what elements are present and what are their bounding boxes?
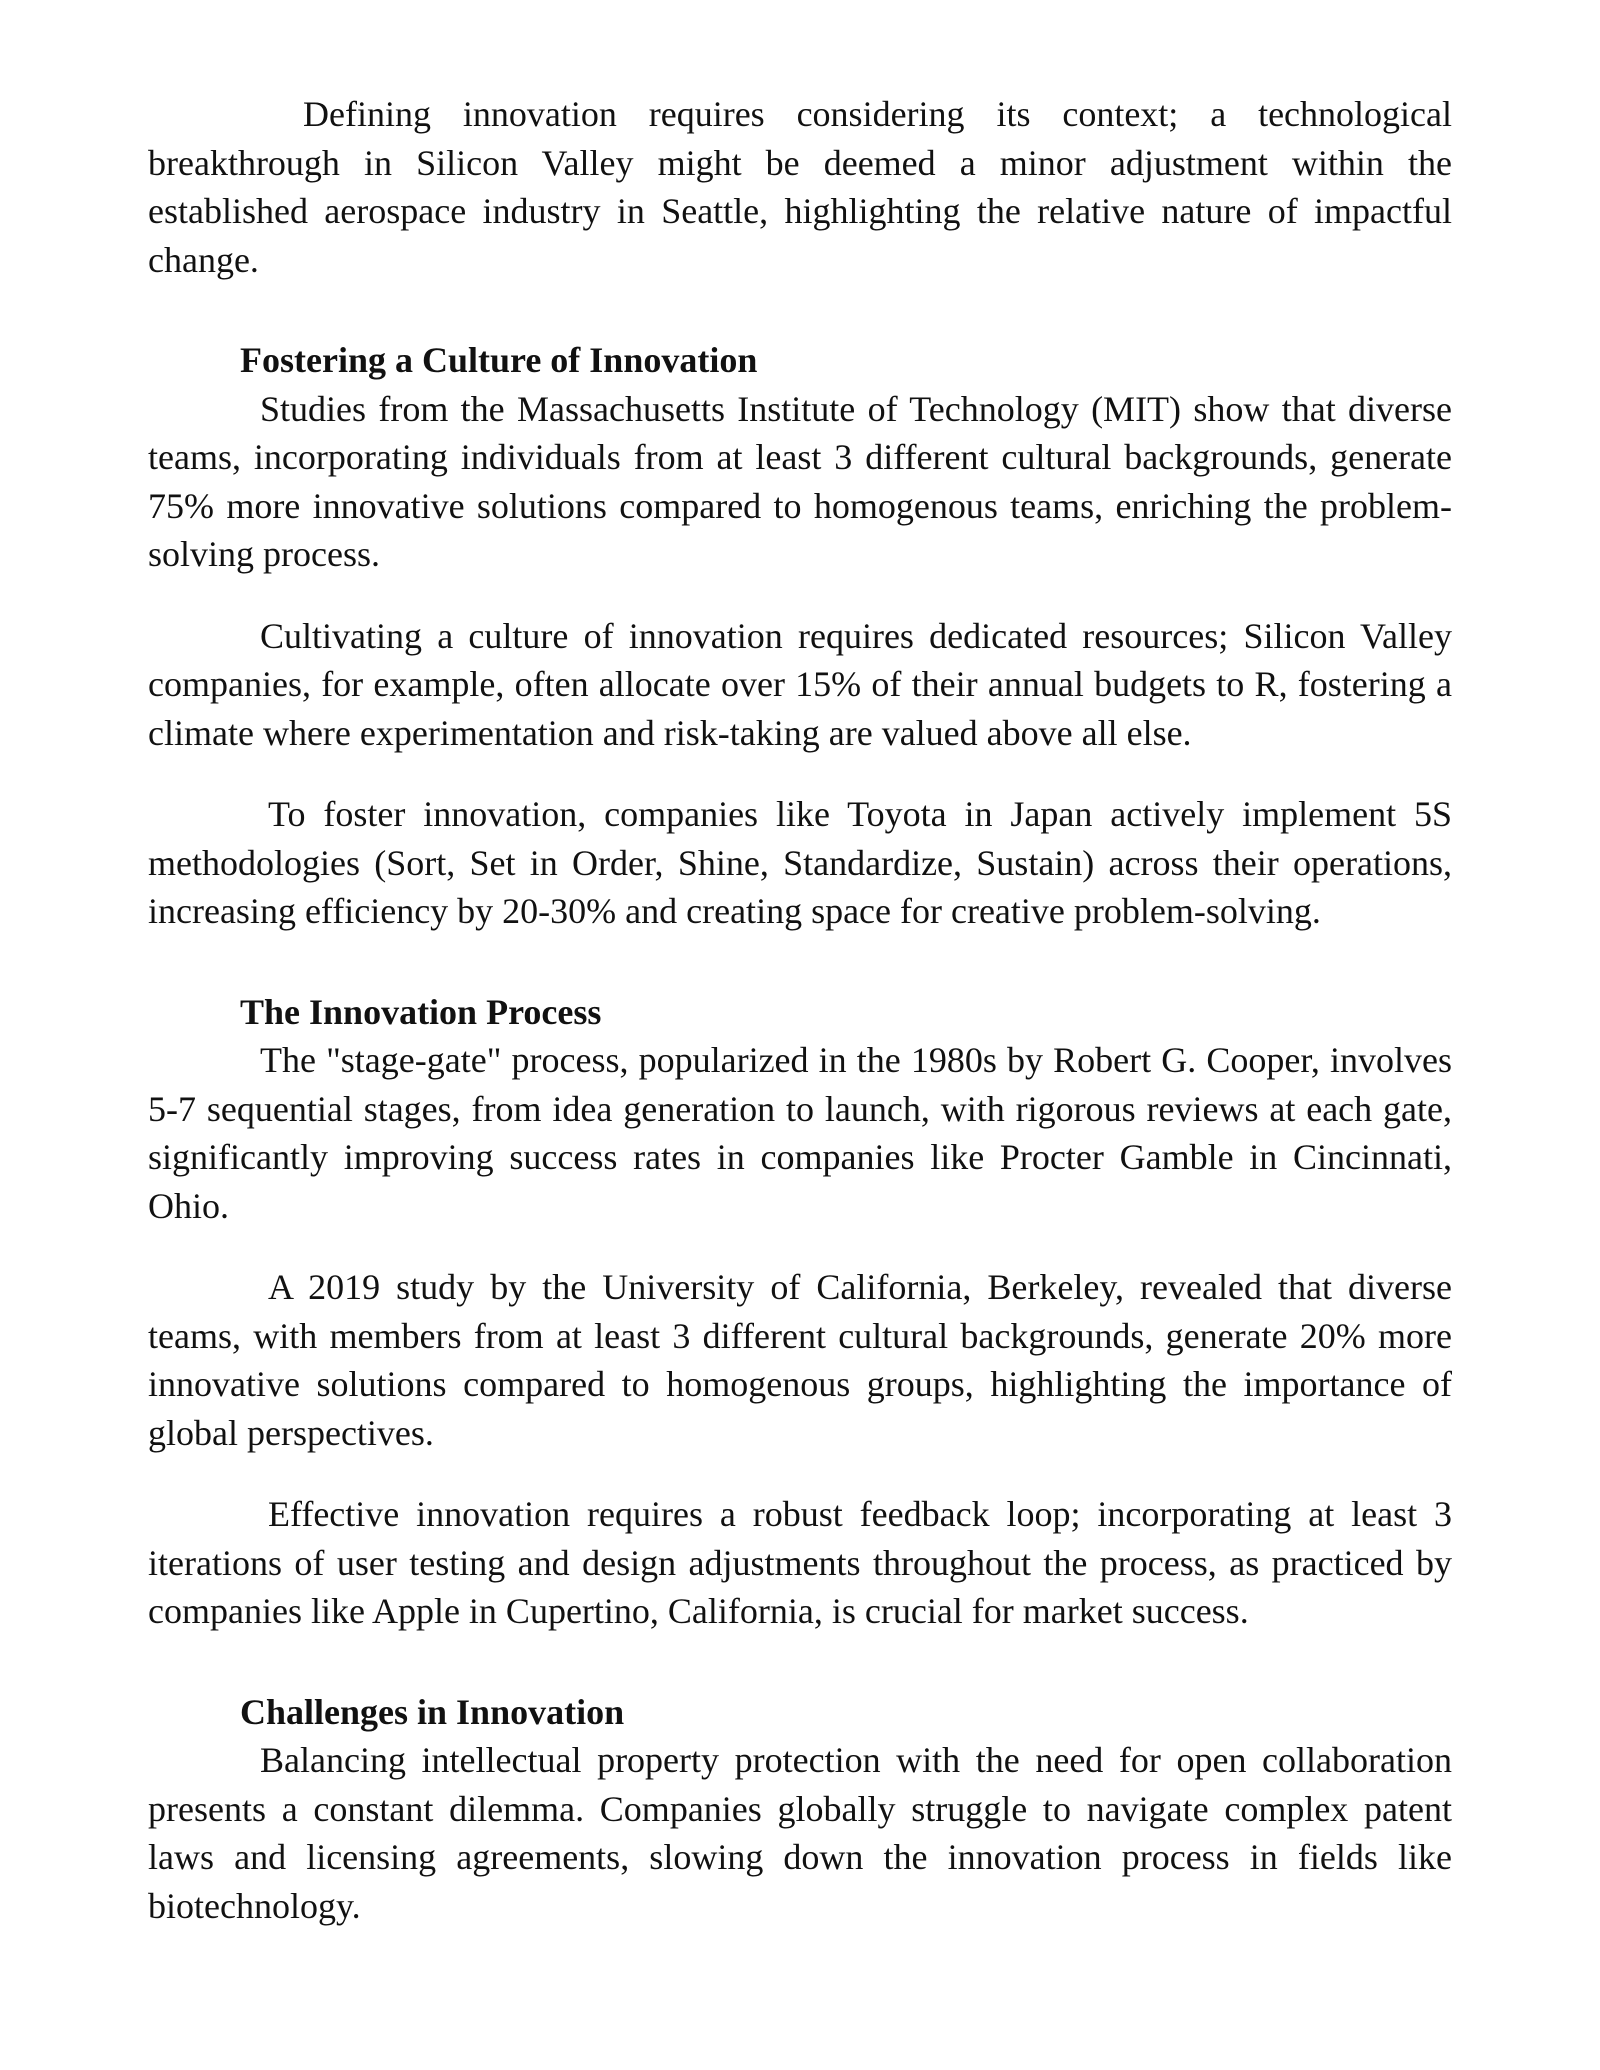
section-heading-innovation-process: The Innovation Process (240, 991, 602, 1032)
paragraph: A 2019 study by the University of California, Berkeley, revealed that diverse teams, with members from at least 3 different cultural backgrounds, generate 20% more innovative solutions compared to homogenous groups, highlighting the importance of global perspectives. (148, 1267, 1452, 1453)
paragraph: To foster innovation, companies like Toyota in Japan actively implement 5S methodologies (Sort, Set in Order, Shine, Standardize, Sustain) across their operations, increasing efficiency by 20-30% and creating space for creative problem-solving. (148, 794, 1452, 931)
document-page (148, 90, 1452, 1930)
paragraph: Studies from the Massachusetts Institute of Technology (MIT) show that diverse teams, incorporating individuals from at least 3 different cultural backgrounds, generate 75% more innovative solutions compared to homogenous teams, enriching the problem-solving process. (148, 388, 1452, 574)
paragraph: Effective innovation requires a robust feedback loop; incorporating at least 3 iterations of user testing and design adjustments throughout the process, as practiced by companies like Apple in Cupertino, California, is crucial for market success. (148, 1494, 1452, 1631)
section-heading-challenges: Challenges in Innovation (240, 1691, 625, 1732)
section-heading-fostering-culture: Fostering a Culture of Innovation (240, 340, 758, 380)
paragraph: Cultivating a culture of innovation requires dedicated resources; Silicon Valley companies, for example, often allocate over 15% of their annual budgets to R, fostering a climate where experimentation and risk-taking are valued above all else. (148, 615, 1452, 753)
paragraph: The "stage-gate" process, popularized in the 1980s by Robert G. Cooper, involves 5-7 sequential stages, from idea generation to launch, with rigorous reviews at each gate, significantly improving success rates in companies like Procter Gamble in Cincinnati, Ohio. (148, 1040, 1452, 1226)
intro-paragraph: Defining innovation requires considering its context; a technological breakthrough in Silicon Valley might be deemed a minor adjustment within the established aerospace industry in Seattle, highlighting the relative nature of impactful change. (148, 94, 1452, 280)
paragraph: Balancing intellectual property protection with the need for open collaboration presents a constant dilemma. Companies globally struggle to navigate complex patent laws and licensing agreements, slowing down the innovation process in fields like biotechnology. (148, 1740, 1452, 1926)
